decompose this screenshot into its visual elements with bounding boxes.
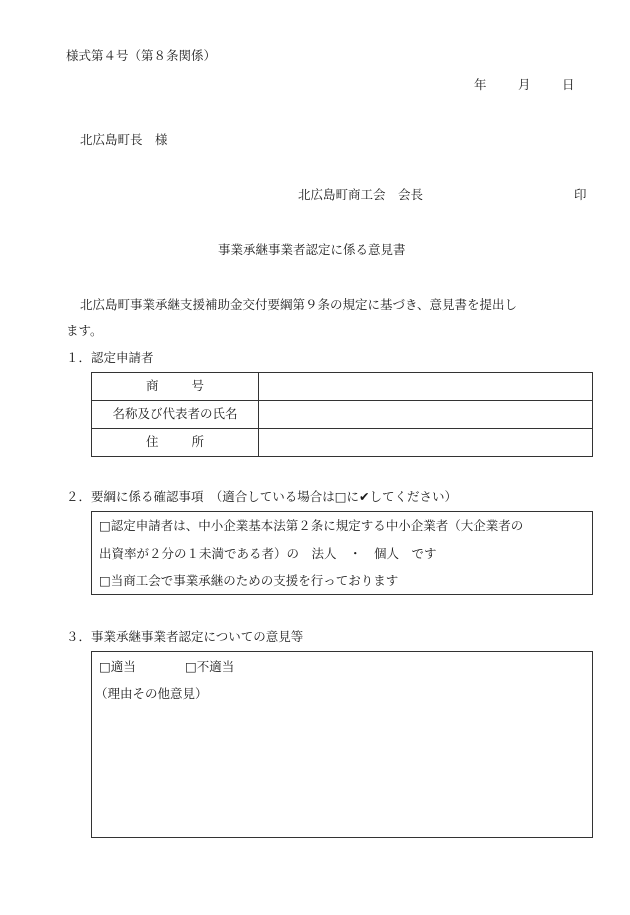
date-year-label: 年 — [474, 77, 487, 92]
confirmation-line3[interactable]: □当商工会で事業承継のための支援を行っております — [99, 573, 399, 588]
option-suitable[interactable]: □適当 — [99, 659, 136, 674]
trade-name-label: 商号 — [146, 378, 204, 394]
sender-title: 北広島町商工会 会長 — [298, 187, 424, 202]
section1-heading: １．認定申請者 — [66, 350, 154, 365]
confirmation-line1[interactable]: □認定申請者は、中小企業基本法第２条に規定する中小企業者（大企業者の — [99, 518, 524, 533]
address-field[interactable] — [259, 429, 593, 457]
confirmation-box — [91, 511, 593, 595]
table-label-cell — [92, 373, 259, 401]
intro-text-line2: ます。 — [66, 323, 103, 338]
opinion-box — [91, 651, 593, 838]
table-label-cell — [92, 401, 259, 429]
addressee: 北広島町長 様 — [80, 132, 168, 147]
section3-heading: ３．事業承継事業者認定についての意見等 — [66, 629, 304, 644]
document-title: 事業承継事業者認定に係る意見書 — [218, 242, 406, 257]
date-month-label: 月 — [518, 77, 531, 92]
table-row — [92, 373, 593, 401]
representative-name-label: 名称及び代表者の氏名 — [112, 406, 238, 422]
date-day-label: 日 — [562, 77, 575, 92]
confirmation-line2: 出資率が２分の１未満である者）の 法人 ・ 個人 です — [99, 546, 437, 561]
section2-heading: ２．要綱に係る確認事項 （適合している場合は□に✔してください） — [66, 489, 458, 504]
seal-mark: 印 — [574, 187, 587, 202]
trade-name-field[interactable] — [259, 373, 593, 401]
form-number: 様式第４号（第８条関係） — [66, 48, 217, 63]
table-label-cell — [92, 429, 259, 457]
address-label: 住所 — [146, 434, 204, 450]
table-row — [92, 429, 593, 457]
option-unsuitable[interactable]: □不適当 — [185, 659, 235, 674]
reason-label: （理由その他意見） — [95, 686, 208, 701]
representative-name-field[interactable] — [259, 401, 593, 429]
table-row — [92, 401, 593, 429]
intro-text-line1: 北広島町事業承継支援補助金交付要綱第９条の規定に基づき、意見書を提出し — [80, 297, 518, 312]
applicant-table — [91, 372, 593, 457]
